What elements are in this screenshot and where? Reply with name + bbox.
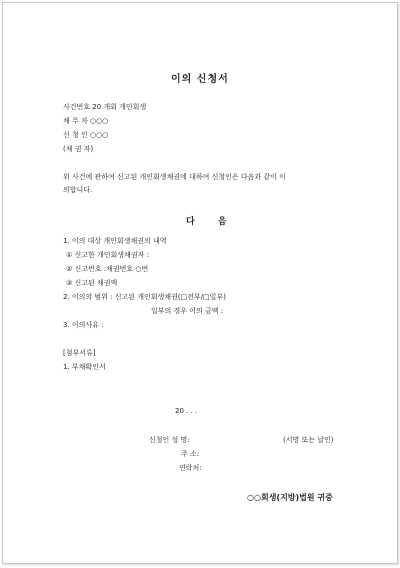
item-2-sub: 일부의 경우 이의 금액 : [151,307,224,315]
signature-contact-label: 연락처: [179,464,202,472]
case-number: 사건번호 20 개회 개인회생 [63,103,147,111]
document-title: 이의 신청서 [171,74,229,85]
court-addressee: ○○회생(지방)법원 귀중 [247,493,333,502]
item-1-sub-1: ① 신고한 개인회생채권자 : [66,251,149,259]
signature-address-label: 주 소: [181,450,200,458]
date-line: 20 . . . [175,407,198,415]
item-3: 3. 이의사유 : [63,321,104,329]
intro-line-2: 의합니다. [63,186,93,194]
section-heading: 다 음 [186,217,237,227]
item-1: 1. 이의 대상 개인회생채권의 내역 [63,237,167,245]
document-page [2,2,398,564]
creditor-note: (채 권 자) [63,145,94,153]
item-1-sub-2: ② 신고번호 :채권번호 ○번 [66,265,149,273]
applicant-line: 신 청 인 ○○○ [63,131,109,139]
intro-line-1: 위 사건에 관하여 신고된 개인회생채권에 대하여 신청인은 다음과 같이 이 [63,173,286,181]
signature-name-label: 신청인 성 명: [149,436,190,444]
signature-sign-note: (서명 또는 날인) [283,436,334,444]
debtor-line: 채 무 자 ○○○ [63,117,109,125]
attachments-label: [첨부서류] [63,349,96,357]
item-1-sub-3: ③ 신고된 채권액 [66,279,118,287]
item-2: 2. 이의의 범위 : 신고된 개인회생채권(□전부/□일부) [63,293,226,301]
attachment-item-1: 1. 부채확인서 [63,363,106,371]
